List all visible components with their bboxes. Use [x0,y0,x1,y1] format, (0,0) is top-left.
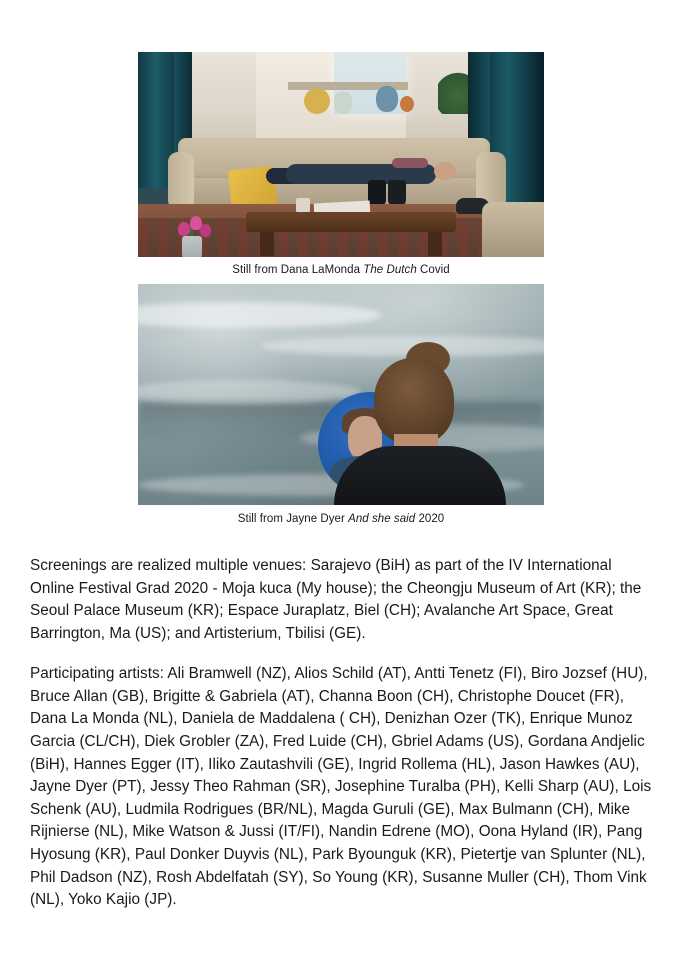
person-arm [392,158,428,168]
caption-text-suffix: 2020 [415,513,445,525]
sofa-arm-left [168,152,194,210]
caption-text-title: The Dutch [363,264,417,276]
tulip-bloom-1 [178,222,190,236]
glass-vase [182,236,202,257]
paragraph-participating-artists: Participating artists: Ali Bramwell (NZ), Alios Schild (AT), Antti Tenetz (FI), Biro Jozsef (HU), Bruce Allan (GB), Brigitte & Gabriela (AT), Channa Boon (CH), Christophe Doucet (FR), Dana La Monda (NL), Daniela de Maddalena ( CH), Denizhan Ozer (TK), Enrique Munoz Garcia (CL/CH), Diek Grobler (ZA), Fred Luide (CH), Gbriel Adams (US), Gordana Andjelic (BiH), Hannes Egger (IT), Iliko Zautashvili (GE), Ingrid Rollema (HL), Jason Hawkes (AU), Jayne Dyer (PT), Jessy Theo Rahman (SR), Josephine Turalba (PH), Kelli Sharp (AU), Lois Schenk (AU), Ludmila Rodrigues (BR/NL), Magda Guruli (GE), Max Bulmann (CH), Mike Rijnierse (NL), Mike Watson & Jussi (IT/FI), Nandin Edrene (MO), Oona Hyland (IR), Pang Hyosung (KR), Paul Donker Duyvis (NL), Park Byounguk (KR), Pietertje van Splunter (NL), Phil Dadson (NZ), Rosh Abdelfatah (SY), So Young (KR), Susanne Muller (CH), Thom Vink (NL), Yoko Kajio (JP). [30,665,652,909]
caption-text-prefix: Still from Dana LaMonda [232,264,364,276]
caption-text-prefix: Still from Jayne Dyer [237,513,349,525]
foreground-head [374,358,454,444]
table-leg-right [428,230,442,256]
coffee-table [246,212,456,232]
figure-caption-dana-lamonda [138,264,544,276]
shelf-object-orange [400,96,414,112]
shelf-object-blue [376,86,398,112]
caption-text-suffix: Covid [416,264,450,276]
image-living-room-still [138,52,544,257]
caption-text-title: And she said [348,513,416,525]
boot-right [388,180,406,206]
person-head [434,162,456,180]
paragraph-screenings: Screenings are realized multiple venues: Sarajevo (BiH) as part of the IV International Online Festival Grad 2020 - Moja kuca (My house); the Cheongju Museum of Art (KR); the Seoul Palace Museum (KR); Espace Juraplatz, Biel (CH); Avalanche Art Space, Great Barrington, Ma (US); and Artisterium, Tbilisi (GE). [30,557,642,643]
shelf-object-yellow [304,88,330,114]
image-sea-still [138,284,544,505]
figure-caption-jayne-dyer [138,513,544,525]
ottoman [482,202,544,257]
table-leg-left [260,230,274,256]
boot-left [368,180,386,206]
shelf-object-white [334,92,352,114]
tulip-bloom-3 [200,224,211,237]
